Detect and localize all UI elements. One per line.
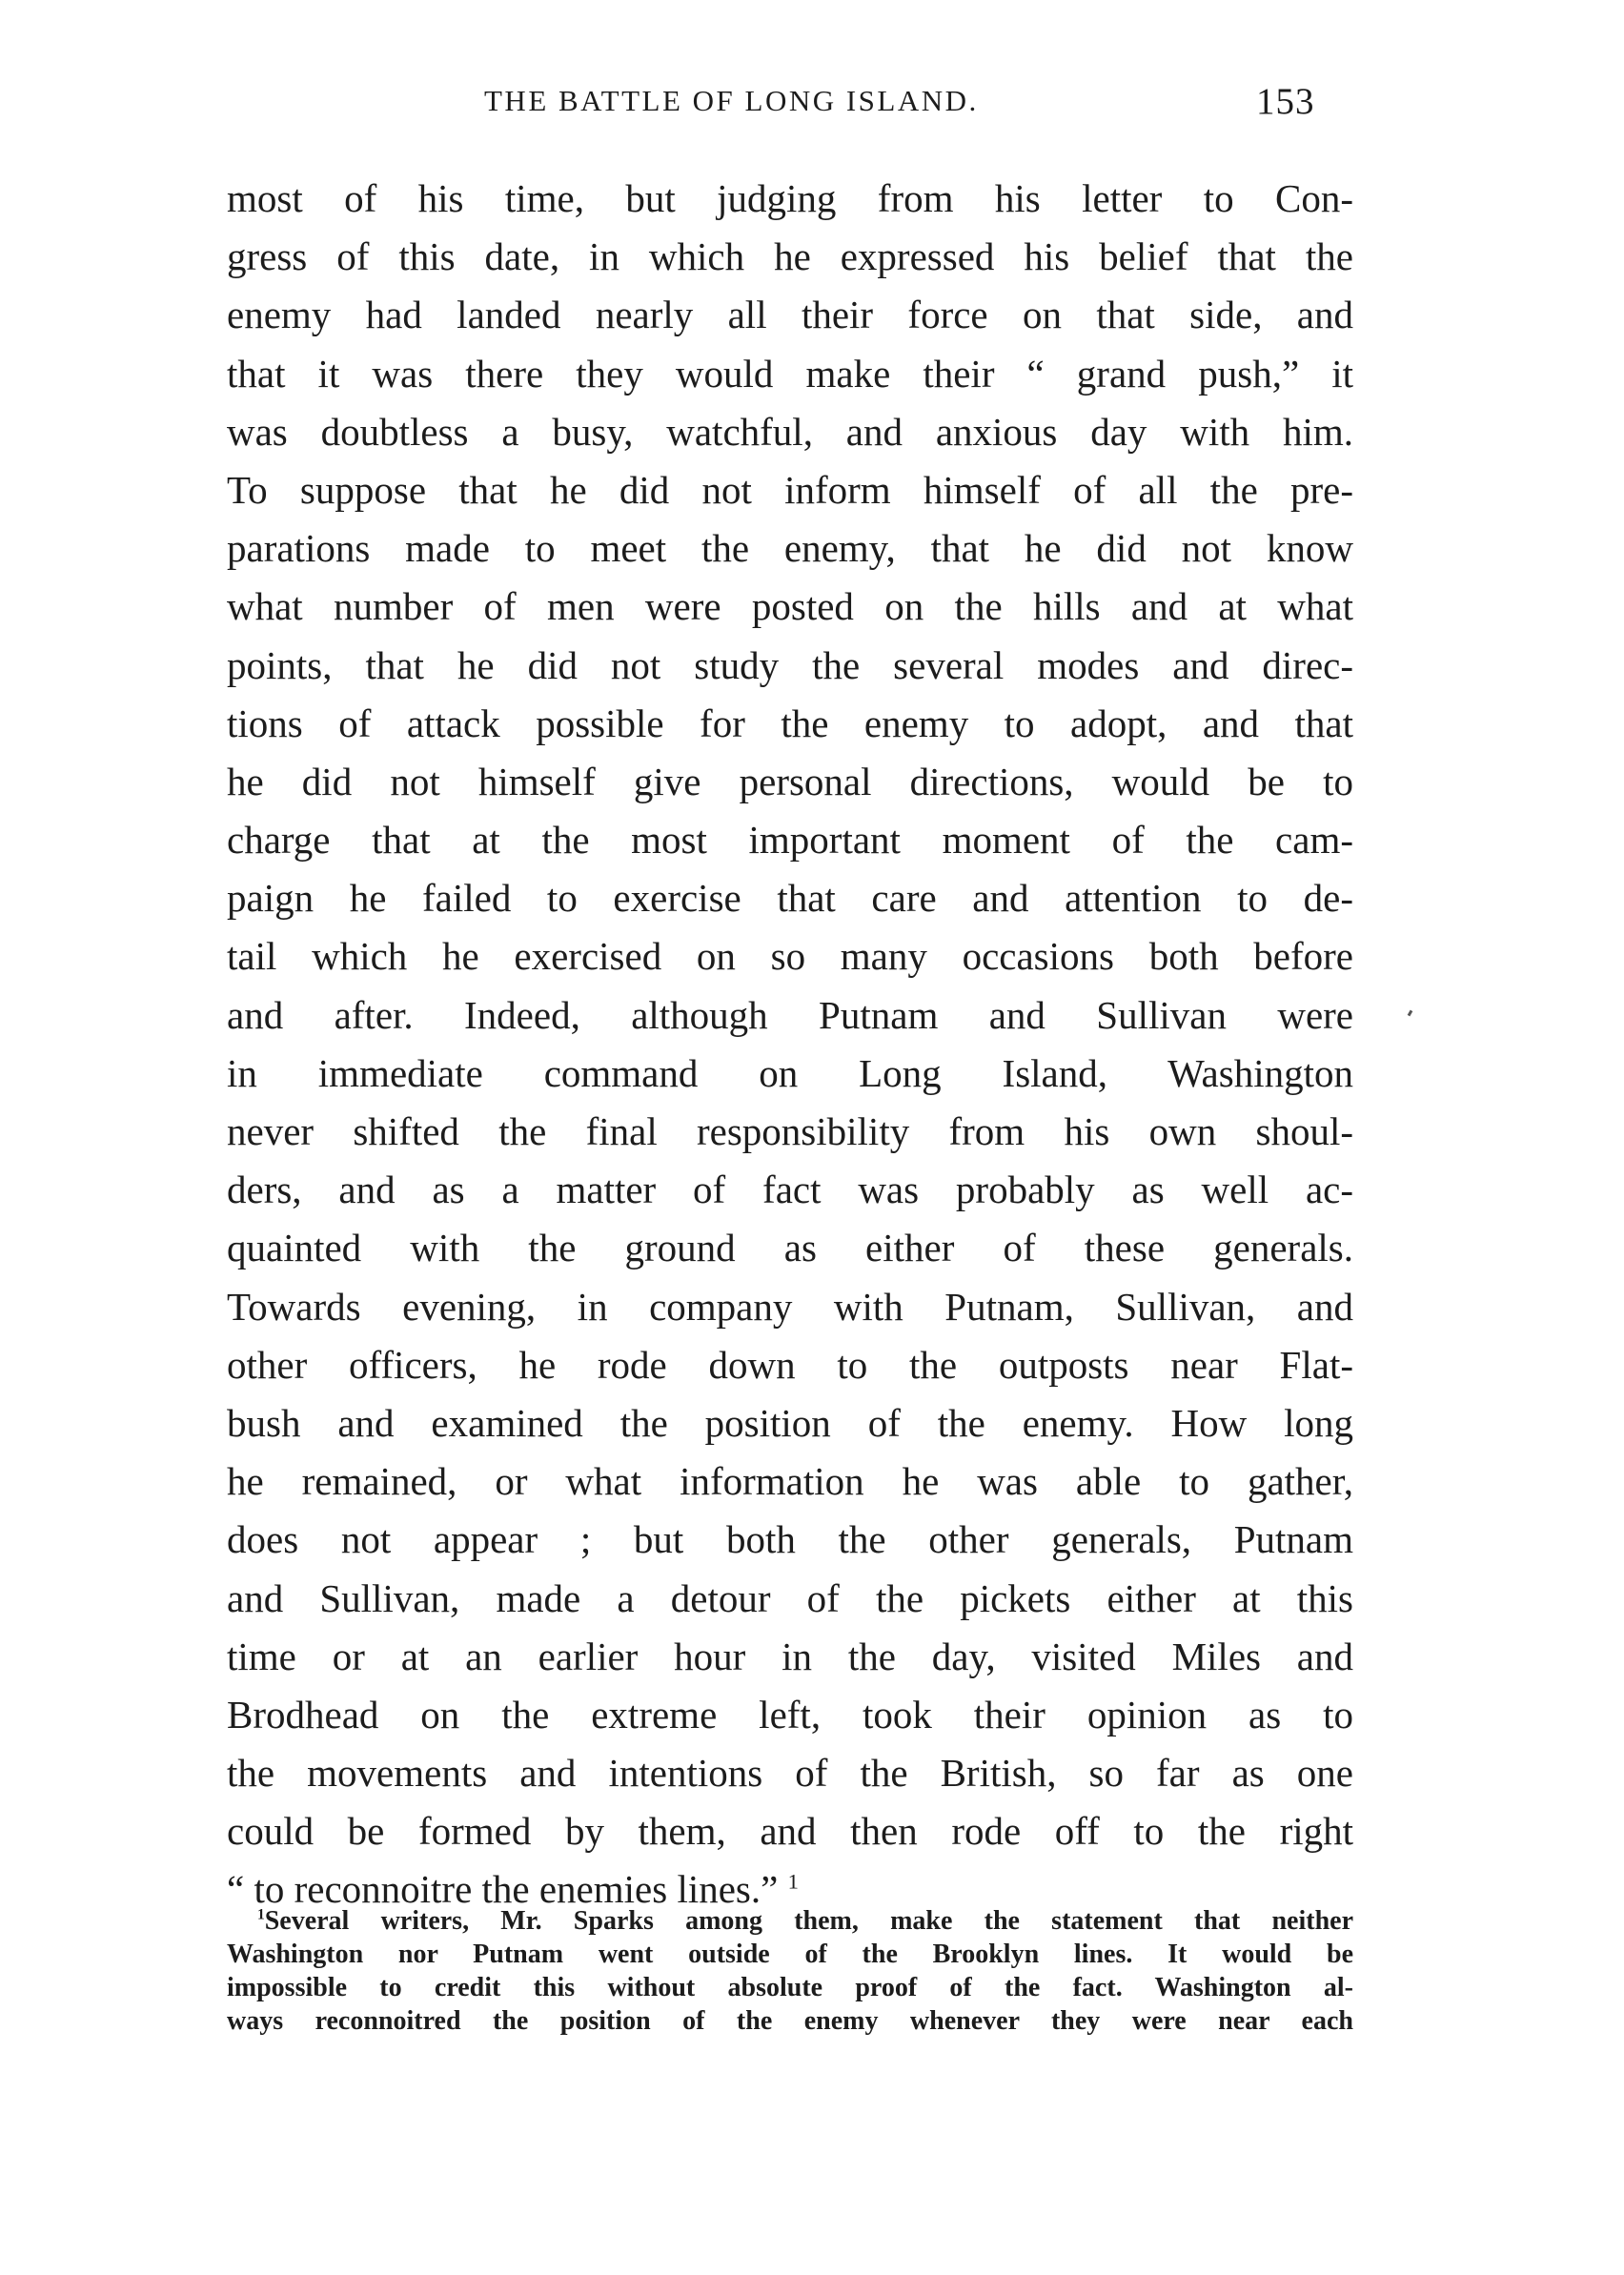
text-line: most of his time, but judging from his letter to Con-	[227, 176, 1353, 220]
text-line: ders, and as a matter of fact was probably as well ac-	[227, 1168, 1353, 1212]
footnote-marker: 1	[257, 1906, 265, 1923]
text-line: never shifted the final responsibility from his own shoul-	[227, 1109, 1353, 1153]
text-line: Brodhead on the extreme left, took their opinion as to	[227, 1692, 1353, 1737]
body-text	[227, 170, 1353, 1920]
page-number: 153	[1256, 81, 1315, 122]
text-line: tions of attack possible for the enemy to adopt, and that	[227, 701, 1353, 745]
text-line: paign he failed to exercise that care and attention to de-	[227, 876, 1353, 921]
text-line: does not appear ; but both the other generals, Putnam	[227, 1517, 1353, 1562]
text-line: the movements and intentions of the British, so far as one	[227, 1751, 1353, 1796]
text-line: enemy had landed nearly all their force on that side, and	[227, 293, 1353, 337]
text-line: was doubtless a busy, watchful, and anxious day with him.	[227, 409, 1353, 454]
footnote-line-text: Several writers, Mr. Sparks among them, make the statement that neither	[264, 1906, 1353, 1936]
text-line: tail which he exercised on so many occasions both before	[227, 934, 1353, 979]
running-title: THE BATTLE OF LONG ISLAND.	[484, 84, 979, 117]
footnote-line	[227, 1904, 1353, 1938]
footnote-line: impossible to credit this without absolute proof of the fact. Washington al-	[227, 1973, 1353, 2002]
text-line: points, that he did not study the several modes and direc-	[227, 642, 1353, 687]
text-line: Towards evening, in company with Putnam, Sullivan, and	[227, 1284, 1353, 1329]
text-line: gress of this date, in which he expressed his belief that the	[227, 234, 1353, 279]
stray-ink-mark	[1408, 1010, 1413, 1017]
text-line: in immediate command on Long Island, Washington	[227, 1050, 1353, 1095]
text-line: time or at an earlier hour in the day, visited Miles and	[227, 1634, 1353, 1678]
text-line: parations made to meet the enemy, that he did not know	[227, 526, 1353, 571]
text-line: could be formed by them, and then rode off to the right	[227, 1809, 1353, 1854]
text-line: he did not himself give personal directions, would be to	[227, 759, 1353, 803]
text-line: To suppose that he did not inform himself of all the pre-	[227, 467, 1353, 512]
text-line: he remained, or what information he was able to gather,	[227, 1459, 1353, 1504]
last-line-text: “ to reconnoitre the enemies lines.”	[227, 1867, 779, 1912]
text-line: quainted with the ground as either of these generals.	[227, 1226, 1353, 1270]
text-line: what number of men were posted on the hills and at what	[227, 584, 1353, 629]
footnote-reference: 1	[787, 1869, 799, 1894]
text-line: bush and examined the position of the enemy. How long	[227, 1400, 1353, 1445]
text-line: and Sullivan, made a detour of the pickets either at this	[227, 1575, 1353, 1620]
footnote-line: ways reconnoitred the position of the enemy whenever they were near each	[227, 2006, 1353, 2036]
text-line: other officers, he rode down to the outposts near Flat-	[227, 1342, 1353, 1387]
footnote-line: Washington nor Putnam went outside of the Brooklyn lines. It would be	[227, 1940, 1353, 1969]
text-line: that it was there they would make their “ grand push,” it	[227, 351, 1353, 396]
footnote	[227, 1904, 1353, 2038]
text-line: charge that at the most important moment of the cam-	[227, 818, 1353, 863]
text-line: and after. Indeed, although Putnam and Sullivan were	[227, 992, 1353, 1037]
